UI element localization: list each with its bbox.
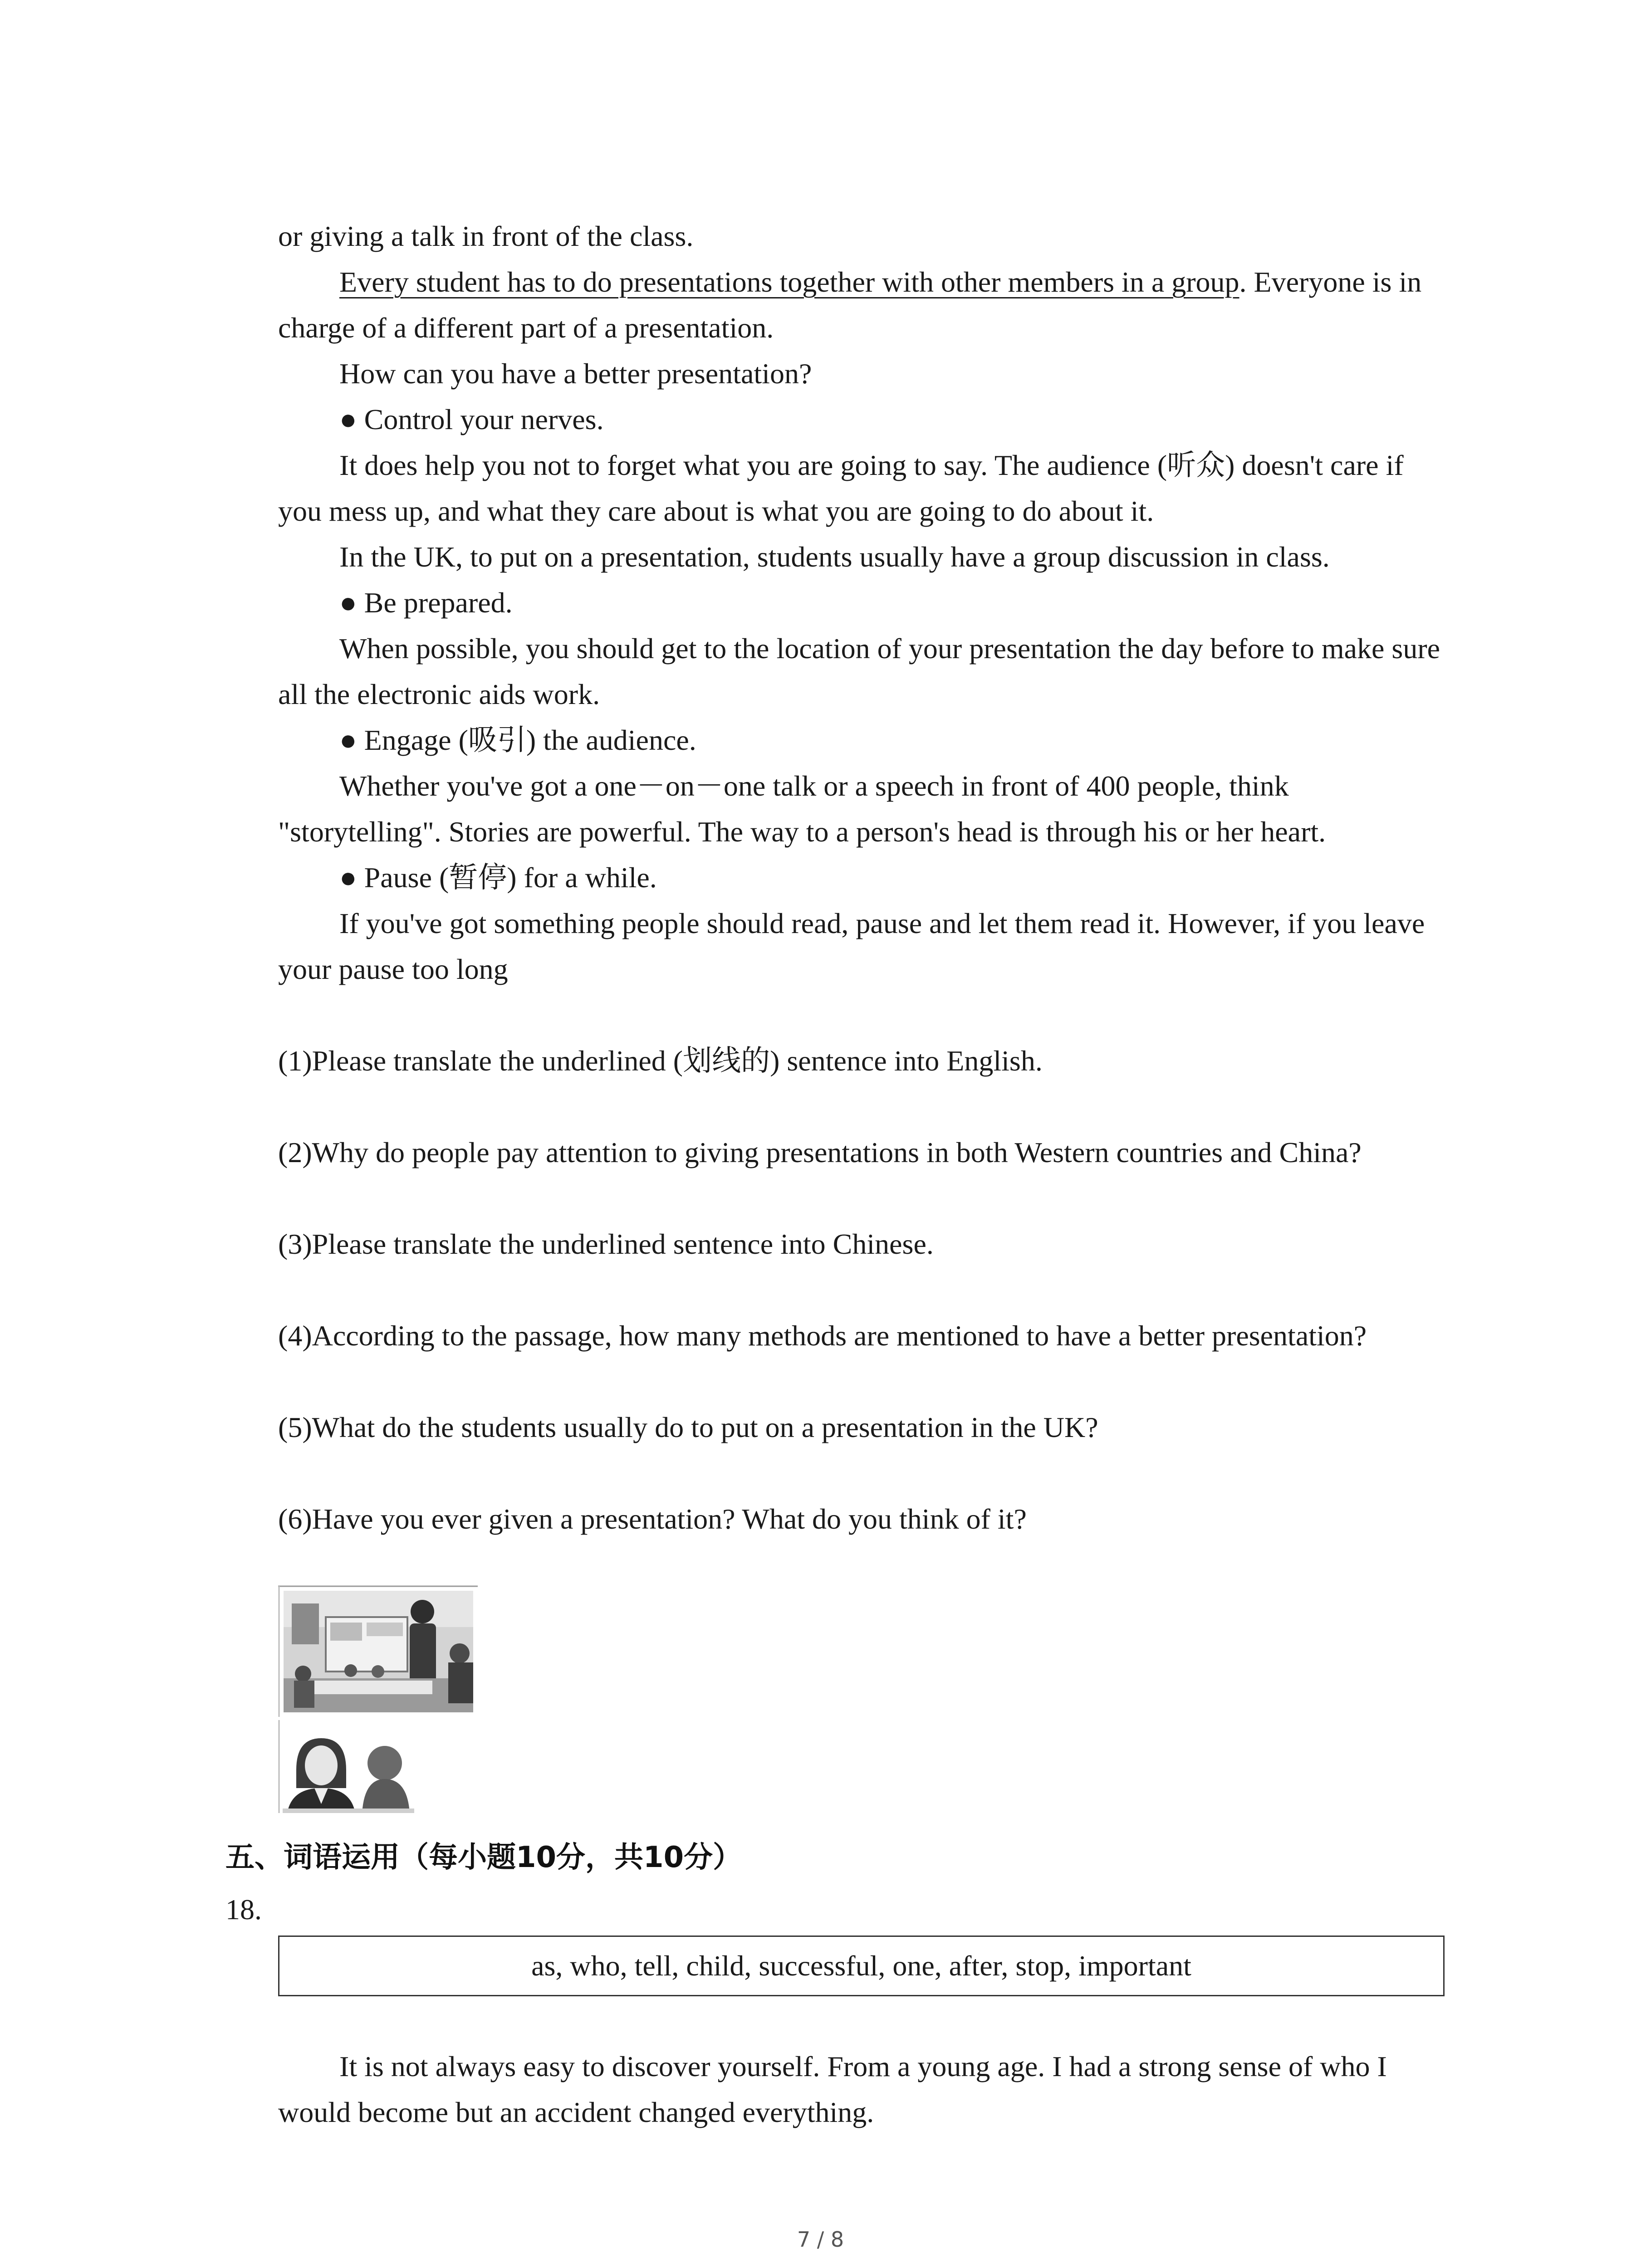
question-1: (1)Please translate the underlined (划线的) sentence into English. [278, 1045, 1043, 1077]
passage-text: . Everyone is in charge of a different part of a presentation. [278, 266, 1422, 344]
question-2: (2)Why do people pay attention to giving presentations in both Western countries and China? [278, 1136, 1362, 1168]
bullet-heading: ● Pause (暂停) for a while. [339, 861, 657, 894]
question-4: (4)According to the passage, how many methods are mentioned to have a better presentation? [278, 1320, 1367, 1352]
question-number: 18. [225, 1893, 262, 1926]
bullet-heading: ● Control your nerves. [339, 403, 604, 435]
word-bank-box [278, 1936, 1445, 1996]
passage-paragraph: When possible, you should get to the location of your presentation the day before to make sure all the electronic aids work. [278, 632, 1440, 710]
passage-paragraph [278, 259, 1446, 351]
cloze-passage [278, 2043, 1446, 2135]
passage-paragraph: It does help you not to forget what you are going to say. The audience (听众) doesn't care if you mess up, and what they care about is what you are going to do about it. [278, 449, 1404, 527]
passage-paragraph: If you've got something people should read, pause and let them read it. However, if you leave your pause too long [278, 907, 1425, 985]
section-heading: 五、词语运用（每小题10分，共10分） [225, 1841, 742, 1874]
reading-passage [278, 213, 1446, 1542]
question-6: (6)Have you ever given a presentation? What do you think of it? [278, 1503, 1027, 1535]
question-5: (5)What do the students usually do to put on a presentation in the UK? [278, 1411, 1098, 1443]
underlined-sentence: Every student has to do presentations together with other members in a group [339, 266, 1239, 298]
bullet-heading: ● Engage (吸引) the audience. [339, 724, 696, 756]
passage-paragraph: In the UK, to put on a presentation, students usually have a group discussion in class. [339, 541, 1330, 573]
page-number: 7 / 8 [797, 2227, 844, 2252]
classroom-photo [278, 1585, 478, 1717]
word-bank-text: as, who, tell, child, successful, one, after, stop, important [531, 1950, 1191, 1982]
question-3: (3)Please translate the underlined sentence into Chinese. [278, 1228, 934, 1260]
passage-paragraph: How can you have a better presentation? [339, 357, 812, 390]
passage-line: or giving a talk in front of the class. [278, 220, 694, 252]
passage-paragraph: It is not always easy to discover yourself. From a young age. I had a strong sense of who I would become but an accident changed everything. [278, 2050, 1387, 2128]
passage-paragraph: Whether you've got a one－on－one talk or a speech in front of 400 people, think "storytelling". Stories are powerful. The way to a person's head is through his or her heart. [278, 770, 1326, 848]
bullet-heading: ● Be prepared. [339, 587, 513, 619]
teacher-photo [278, 1720, 416, 1813]
